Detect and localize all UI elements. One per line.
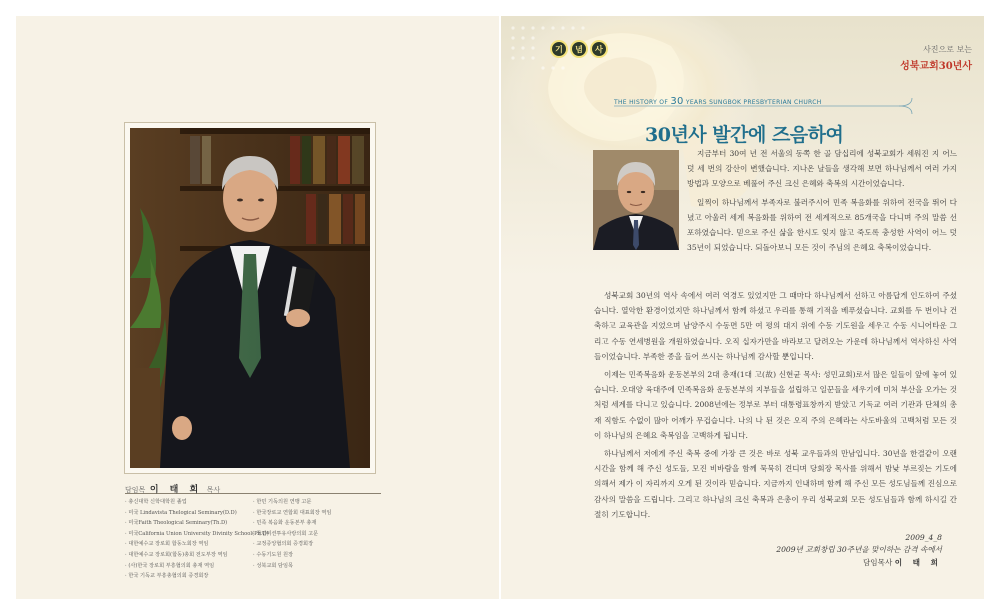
commemoration-badges [550,40,608,58]
section-header [900,44,972,72]
paragraph: 성북교회 30년의 역사 속에서 여러 역경도 있었지만 그 때마다 하나님께서 선하고 아름답게 인도하여 주셨습니다. 열악한 환경이었지만 하나님께서 함께 하셨고 우리를 통해 기적을 베푸셨습니다. 교회를 두 번이나 건축하고 교육관을 지었으며 남양주시 수동면 5만 여 평의 대지 위에 수동 기도원을 세우고 수동 시니어타운 그리고 수동 연세병원을 개원하였습니다. 오직 십자가만을 바라보고 달려오는 가운데 하나님께서 역사하신 사역들이었습니다. 부족한 종을 들어 쓰시는 하나님께 감사할 뿐입니다. [594,291,957,361]
subtitle-suffix: YEARS SUNGBOK PRESBYTERIAN CHURCH [685,99,822,106]
article-title: 30년사 발간에 즈음하여 [645,124,844,146]
bio-item: · 미국Faith Theological Seminary(Th.D) [125,518,253,529]
pastor-full-portrait [130,128,370,468]
paragraph: 하나님께서 저에게 주신 축복 중에 가장 큰 것은 바로 성북 교우들과의 만남입니다. 30년을 한결같이 오랜 시간을 함께 해 주신 성도들, 모진 비바람을 함께 묵묵히 견디며 당회장 목사를 위해서 밤낮 부르짖는 기도에 의해서 제가 이 자리까지 오게 된 것이라 믿습니다. 지금까지 인내하며 함께 해 주신 모든 성도님들께 진심으로 감사의 말씀을 드립니다. 그리고 하나님의 크신 축복과 은총이 우리 성북교회 모든 성도님들과 함께 하시길 간절히 기도합니다. [594,449,957,519]
article-body-top [687,146,957,258]
signature-name: 이 태 희 [894,557,942,567]
bio-item: · 민족 복음화 운동본부 총재 [253,518,381,529]
bio-name: 이 태 희 [149,485,203,495]
left-page [16,16,499,599]
portrait-frame [124,122,376,474]
bio-item: · 성북교회 담임목 [253,561,381,572]
signature-date: 2009_4_8 [905,533,942,542]
english-subtitle [614,96,822,107]
bio-item: · 대한예수교 장로회 합동노회장 역임 [125,539,253,550]
subtitle-prefix: THE HISTORY OF [614,99,669,106]
bio-item: · 한국장로교 연합회 대표회장 역임 [253,508,381,519]
bio-item: · 미국 Lindavista Thelogical Seminary(D.D) [125,508,253,519]
bio-item: · (사)한국 장로회 부흥협의회 총재 역임 [125,561,253,572]
bio-name-line [125,474,381,494]
portrait-illustration [130,128,370,468]
badge-char: 사 [590,40,608,58]
bio-item: · 수동기도원 원장 [253,550,381,561]
bio-item: · 국민미션투유사랑의회 고문 [253,529,381,540]
article-body-bottom [594,288,957,525]
bio-column-2 [253,497,381,582]
bio-item: · 교정증앙협의회 증경회장 [253,539,381,550]
bio-item: · 총신대학 신학대학원 졸업 [125,497,253,508]
bio-section [125,474,381,582]
header-small-text: 사진으로 보는 [923,45,972,54]
bio-item: · 한민 기독의원 연맹 고문 [253,497,381,508]
header-book-title: 성북교회30년사 [900,61,972,72]
badge-char: 념 [570,40,588,58]
signature-line: 2009년 교회창립 30주년을 맞이하는 감격 속에서 [776,545,942,555]
paragraph: 지금부터 30여 년 전 서울의 동쪽 한 골 담십리에 성북교회가 세워진 지 어느 덧 세 번의 강산이 변했습니다. 지나온 날들을 생각해 보면 하나님께서 여러 가지 방법과 모양으로 베풀어 주신 크신 은혜와 축복의 시간이었습니다. [687,149,957,189]
pastor-headshot [593,150,679,250]
bio-title: 목사 [206,486,221,494]
paragraph: 이제는 민족복음화 운동본부의 2대 총재(1대 고(故) 신현균 목사: 성민교회)로서 많은 일들이 앞에 놓여 있습니다. 오대양 육대주에 민족복음화 운동본부의 지부들을 설립하고 일꾼들을 세우기에 미처 부산을 오가는 것처럼 세계를 다니고 있습니다. 2008년에는 정부로 부터 대통령표창까지 받았고 기독교 여러 기관과 단체의 총재 직함도 수없이 많아 어깨가 무겁습니다. 나의 나 된 것은 오직 주의 은혜라는 사도바울의 고백처럼 모든 것이 하나님의 은혜요 축복임을 고백하게 됩니다. [594,370,957,440]
headshot-illustration [593,150,679,250]
signature-block [776,532,942,569]
right-page [501,16,984,599]
bio-item: · 미국California Union University Divinity School(Ph.D) [125,529,253,540]
signature-role: 담임목사 [862,557,893,567]
bio-role: 담임목 [125,486,146,494]
bio-columns [125,497,381,582]
signature-name-line [776,557,942,569]
bio-column-1 [125,497,269,582]
bio-item: · 대한예수교 장로회(합동)총회 전도부장 역임 [125,550,253,561]
paragraph: 일찍이 하나님께서 부족자로 불러주시어 민족 복음화를 위하여 전국을 뛰어 다녔고 아울러 세계 복음화를 위하여 전 세계적으로 85개국을 다니며 주의 말씀 선포하였습니다. 믿으로 주신 삶을 한시도 잊지 않고 죽도록 충성한 사역이 어느 덧 35년이 되었습니다. 되돌아보니 모든 것이 주님의 은혜요 축복이었습니다. [687,197,957,253]
subtitle-number: 30 [670,96,684,107]
badge-char: 기 [550,40,568,58]
bio-item: · 한국 기독교 부흥총협의회 증경회장 [125,571,253,582]
